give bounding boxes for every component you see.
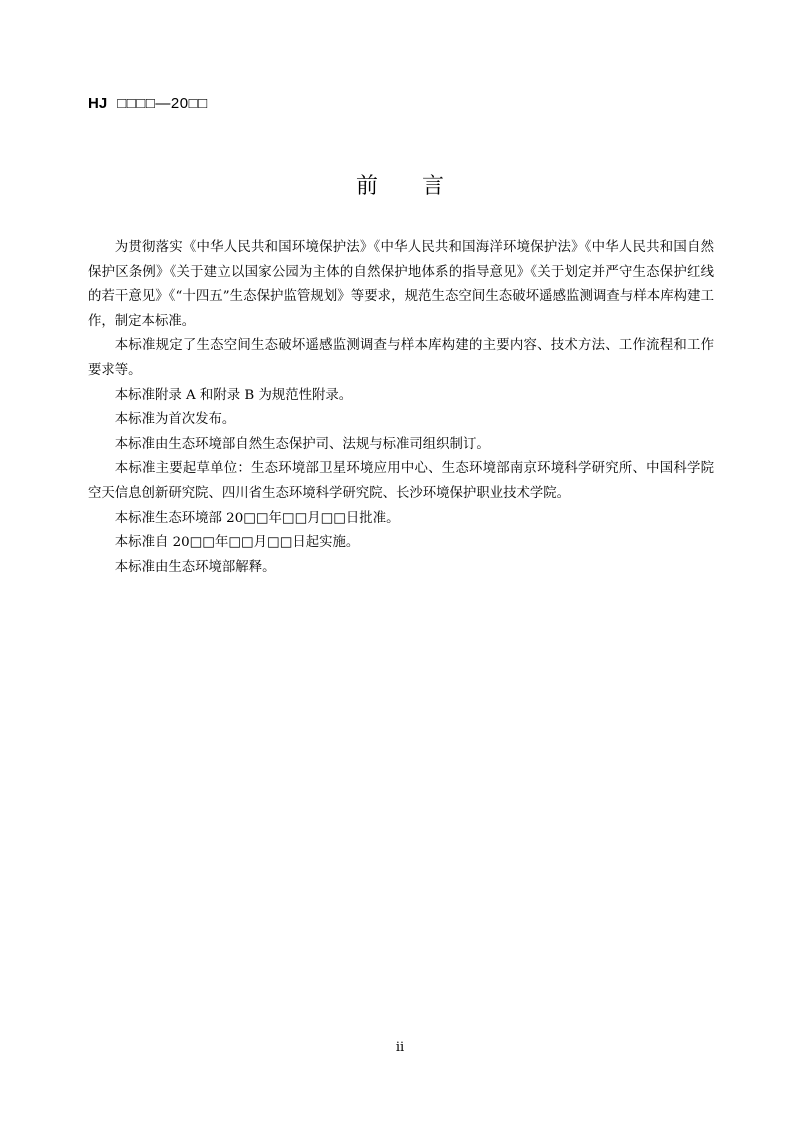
title-char-1: 前 <box>355 174 378 199</box>
standard-number: □□□□—20□□ <box>117 95 208 112</box>
paragraph-drafters: 本标准主要起草单位：生态环境部卫星环境应用中心、生态环境部南京环境科学研究所、中国科学院空天信息创新研究院、四川省生态环境科学研究院、长沙环境保护职业技术学院。 <box>88 461 714 501</box>
page-number: ii <box>395 1040 405 1055</box>
paragraph-approval: 本标准生态环境部 20□□年□□月□□日批准。 <box>114 510 400 526</box>
paragraph-organizer: 本标准由生态环境部自然生态保护司、法规与标准司组织制订。 <box>114 436 490 452</box>
paragraph-interpretation: 本标准由生态环境部解释。 <box>114 559 276 575</box>
paragraph-first-release: 本标准为首次发布。 <box>114 412 236 428</box>
page-header <box>88 92 208 115</box>
paragraph-purpose: 为贯彻落实《中华人民共和国环境保护法》《中华人民共和国海洋环境保护法》《中华人民共和国自然保护区条例》《关于建立以国家公园为主体的自然保护地体系的指导意见》《关于划定并严守生态保护红线的若干意见》《“十四五”生态保护监管规划》等要求，规范生态空间生态破坏遥感监测调查与样本库构建工作，制定本标准。 <box>88 240 714 329</box>
paragraph-scope: 本标准规定了生态空间生态破坏遥感监测调查与样本库构建的主要内容、技术方法、工作流程和工作要求等。 <box>88 338 714 378</box>
title-char-2: 言 <box>422 174 445 199</box>
preface-body <box>88 236 714 580</box>
paragraph-implementation: 本标准自 20□□年□□月□□日起实施。 <box>114 535 360 551</box>
standard-code: HJ <box>88 95 108 112</box>
paragraph-appendix: 本标准附录 A 和附录 B 为规范性附录。 <box>114 387 353 403</box>
page-title <box>0 172 800 202</box>
